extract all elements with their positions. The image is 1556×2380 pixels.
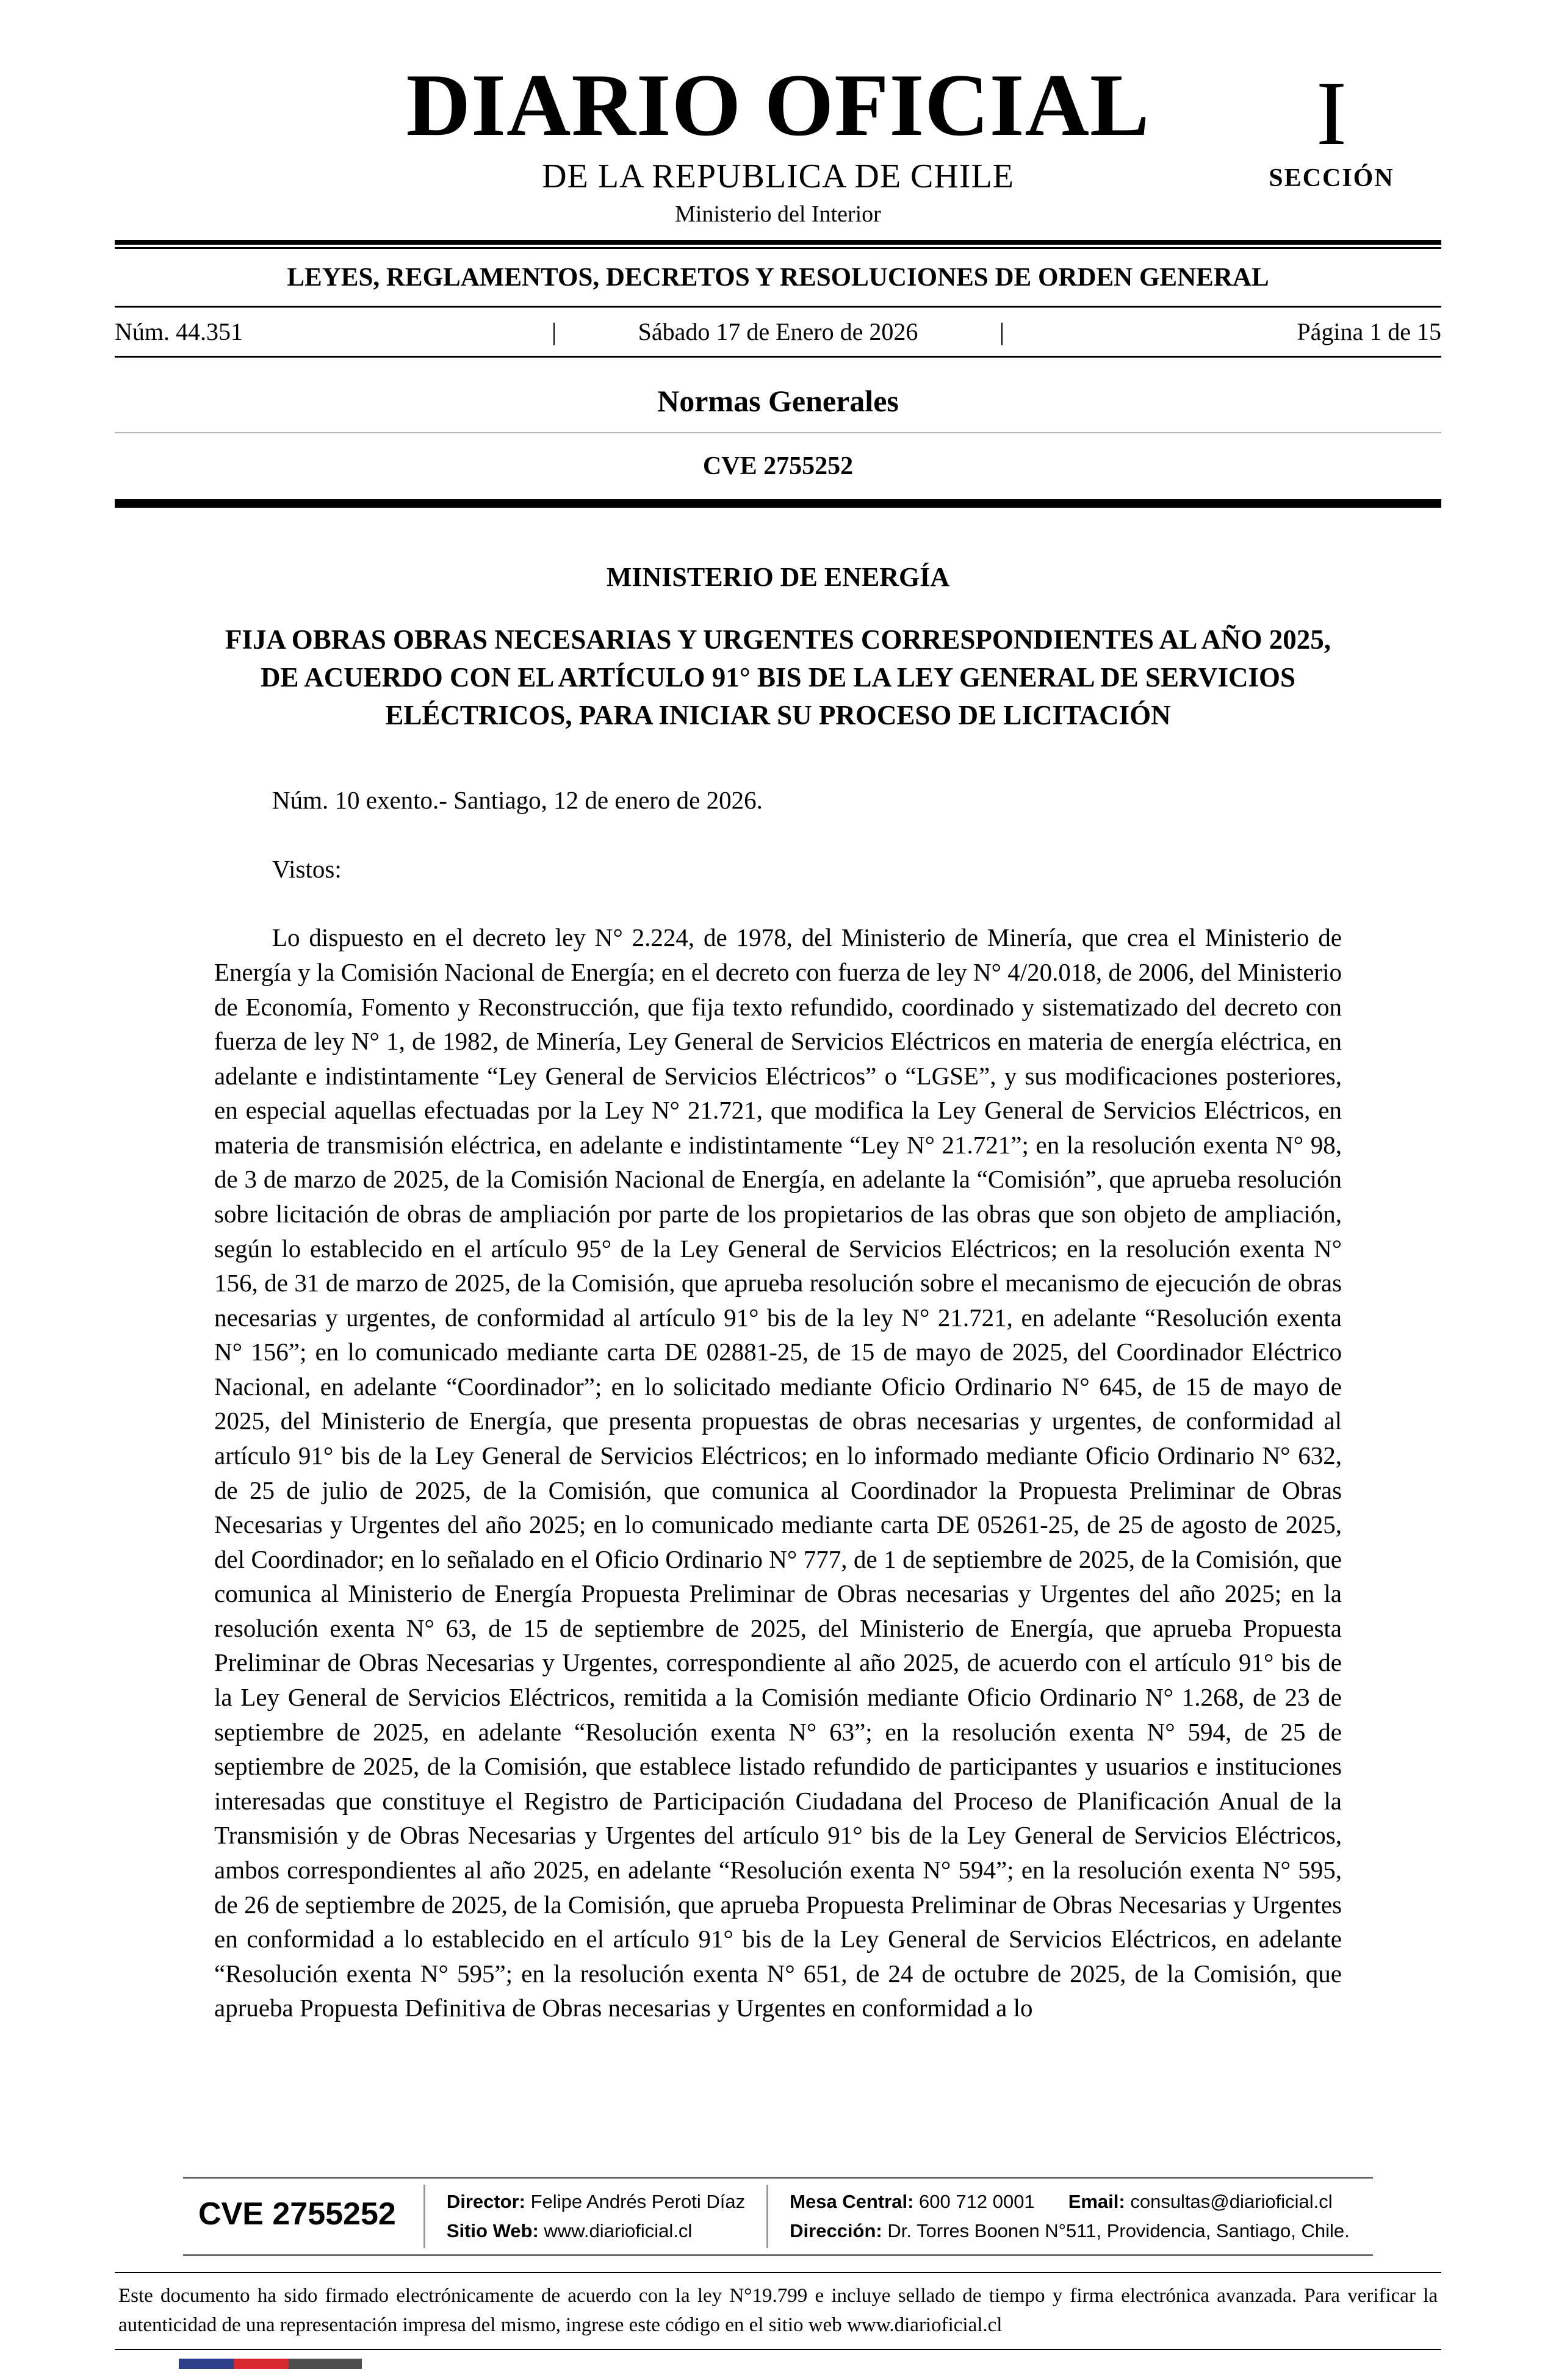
footer-contact-column [768, 2185, 1371, 2248]
sitio-value: www.diarioficial.cl [538, 2220, 693, 2242]
masthead-ministry: Ministerio del Interior [675, 201, 881, 227]
article-ministry: MINISTERIO DE ENERGÍA [606, 561, 950, 592]
cve-code: CVE 2755252 [702, 452, 854, 480]
direccion-value: Dr. Torres Boonen N°511, Providencia, Santiago, Chile. [882, 2220, 1350, 2242]
banner-heading: LEYES, REGLAMENTOS, DECRETOS Y RESOLUCIONES DE ORDEN GENERAL [287, 262, 1269, 292]
section-numeral: I [1316, 63, 1347, 164]
sitio-label: Sitio Web: [446, 2220, 539, 2242]
footer-address-line [790, 2216, 1350, 2246]
footer-director-column [425, 2185, 766, 2248]
section-label: SECCIÓN [1269, 164, 1394, 192]
mesa-value: 600 712 0001 [913, 2191, 1035, 2213]
meta-separator: | [999, 317, 1004, 345]
director-label: Director: [446, 2191, 526, 2213]
flag-blue-segment [179, 2359, 234, 2369]
flag-dark-segment [289, 2359, 362, 2369]
meta-separator: | [551, 317, 556, 345]
meta-row [115, 308, 1441, 356]
direccion-label: Dirección: [790, 2220, 882, 2242]
page-indicator: Página 1 de 15 [1297, 317, 1441, 345]
page-footer [115, 2177, 1441, 2369]
heavy-divider [115, 499, 1441, 508]
email-value: consultas@diarioficial.cl [1125, 2191, 1333, 2213]
rule-below-section-heading [115, 432, 1441, 433]
masthead-title: DIARIO OFICIAL [406, 56, 1150, 154]
rule-below-meta [115, 356, 1441, 358]
article-title: FIJA OBRAS OBRAS NECESARIAS Y URGENTES CORRESPONDIENTES AL AÑO 2025, DE ACUERDO CON EL ARTÍCULO 91° BIS DE LA LEY GENERAL DE SERVICIOS ELÉCTRICOS, PARA INICIAR SU PROCESO DE LICITACIÓN [225, 624, 1331, 731]
section-heading: Normas Generales [657, 383, 899, 418]
masthead-subtitle: DE LA REPUBLICA DE CHILE [542, 157, 1014, 195]
masthead [115, 56, 1441, 228]
decree-number-line: Núm. 10 exento.- Santiago, 12 de enero de 2026. [272, 786, 763, 815]
email-label: Email: [1068, 2191, 1125, 2213]
footer-director-line [447, 2187, 745, 2216]
footer-cve: CVE 2755252 [198, 2196, 396, 2232]
issue-number: Núm. 44.351 [115, 317, 243, 345]
director-value: Felipe Andrés Peroti Díaz [525, 2191, 746, 2213]
footer-sitio-line [447, 2216, 745, 2246]
flag-red-segment [234, 2359, 289, 2369]
legal-notice: Este documento ha sido firmado electrónicamente de acuerdo con la ley N°19.799 e incluye sellado de tiempo y firma electrónica avanzada. Para verificar la autenticidad de una representación impresa del mismo, ingrese este código en el sitio web www.diarioficial.cl [115, 2272, 1441, 2350]
masthead-divider [115, 240, 1441, 249]
issue-date: Sábado 17 de Enero de 2026 [638, 317, 918, 345]
section-block [1240, 63, 1423, 193]
mesa-label: Mesa Central: [790, 2191, 914, 2213]
vistos-label: Vistos: [272, 854, 342, 883]
chile-flag-mark [179, 2359, 362, 2369]
article [214, 561, 1342, 2025]
footer-contact-line [790, 2187, 1350, 2216]
footer-info-box [183, 2177, 1373, 2256]
article-body: Lo dispuesto en el decreto ley N° 2.224, de 1978, del Ministerio de Minería, que crea el Ministerio de Energía y la Comisión Nacional de Energía; en el decreto con fuerza de ley N° 4/20.018, de 2006, del Ministerio de Economía, Fomento y Reconstrucción, que fija texto refundido, coordinado y sistematizado del decreto con fuerza de ley N° 1, de 1982, de Minería, Ley General de Servicios Eléctricos en materia de energía eléctrica, en adelante e indistintamente “Ley General de Servicios Eléctricos” o “LGSE”, y sus modificaciones posteriores, en especial aquellas efectuadas por la Ley N° 21.721, que modifica la Ley General de Servicios Eléctricos, en materia de transmisión eléctrica, en adelante e indistintamente “Ley N° 21.721”; en la resolución exenta N° 98, de 3 de marzo de 2025, de la Comisión Nacional de Energía, en adelante la “Comisión”, que aprueba resolución sobre licitación de obras de ampliación por parte de los propietarios de las obras que son objeto de ampliación, según lo establecido en el artículo 95° de la Ley General de Servicios Eléctricos; en la resolución exenta N° 156, de 31 de marzo de 2025, de la Comisión, que aprueba resolución sobre el mecanismo de ejecución de obras necesarias y urgentes, de conformidad al artículo 91° bis de la ley N° 21.721, en adelante “Resolución exenta N° 156”; en lo comunicado mediante carta DE 02881-25, de 15 de mayo de 2025, del Coordinador Eléctrico Nacional, en adelante “Coordinador”; en lo solicitado mediante Oficio Ordinario N° 645, de 15 de mayo de 2025, del Ministerio de Energía, que presenta propuestas de obras necesarias y urgentes, de conformidad al artículo 91° bis de la Ley General de Servicios Eléctricos; en lo informado mediante Oficio Ordinario N° 632, de 25 de julio de 2025, de la Comisión, que comunica al Coordinador la Propuesta Preliminar de Obras Necesarias y Urgentes del año 2025; en lo comunicado mediante carta DE 05261-25, de 25 de agosto de 2025, del Coordinador; en lo señalado en el Oficio Ordinario N° 777, de 1 de septiembre de 2025, de la Comisión, que comunica al Ministerio de Energía Propuesta Preliminar de Obras necesarias y Urgentes del año 2025; en la resolución exenta N° 63, de 15 de septiembre de 2025, del Ministerio de Energía, que aprueba Propuesta Preliminar de Obras Necesarias y Urgentes, correspondiente al año 2025, de acuerdo con el artículo 91° bis de la Ley General de Servicios Eléctricos, remitida a la Comisión mediante Oficio Ordinario N° 1.268, de 23 de septiembre de 2025, en adelante “Resolución exenta N° 63”; en la resolución exenta N° 594, de 25 de septiembre de 2025, de la Comisión, que establece listado refundido de participantes y usuarios e instituciones interesadas que constituye el Registro de Participación Ciudadana del Proceso de Planificación Anual de la Transmisión y de Obras Necesarias y Urgentes del artículo 91° bis de la Ley General de Servicios Eléctricos, ambos correspondientes al año 2025, en adelante “Resolución exenta N° 594”; en la resolución exenta N° 595, de 26 de septiembre de 2025, de la Comisión, que aprueba Propuesta Preliminar de Obras Necesarias y Urgentes en conformidad a lo establecido en el artículo 91° bis de la Ley General de Servicios Eléctricos, en adelante “Resolución exenta N° 595”; en la resolución exenta N° 651, de 24 de octubre de 2025, de la Comisión, que aprueba Propuesta Definitiva de Obras necesarias y Urgentes en conformidad a lo [214, 923, 1342, 2022]
